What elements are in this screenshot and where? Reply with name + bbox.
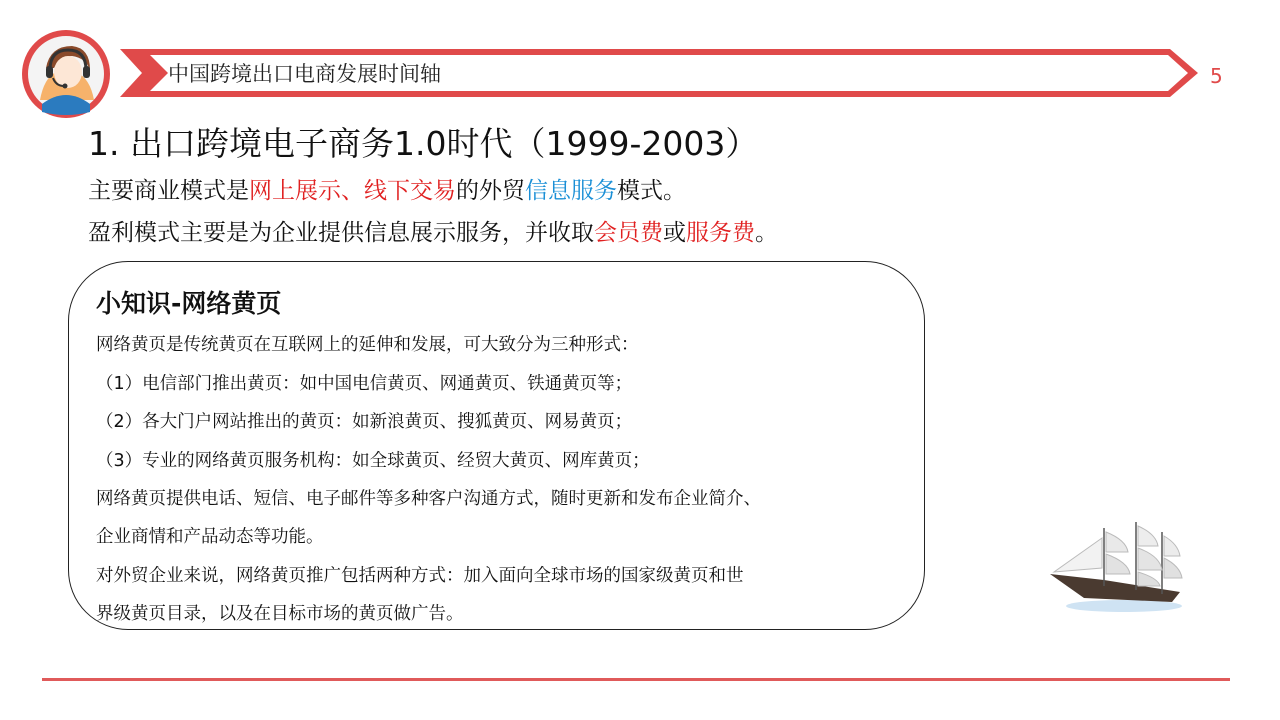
knowledge-line: （1）电信部门推出黄页：如中国电信黄页、网通黄页、铁通黄页等； [96,374,633,394]
highlight-blue: 信息服务 [525,178,617,204]
knowledge-line: 网络黄页提供电话、短信、电子邮件等多种客户沟通方式，随时更新和发布企业简介、 [96,489,761,509]
text-segment: 的外贸 [456,178,525,204]
knowledge-line: 网络黄页是传统黄页在互联网上的延伸和发展，可大致分为三种形式： [96,335,639,355]
section-heading: 1. 出口跨境电子商务1.0时代（1999-2003） [88,124,759,163]
text-segment: 盈利模式主要是为企业提供信息展示服务，并收取 [88,220,594,246]
knowledge-title: 小知识-网络黄页 [96,289,282,318]
knowledge-line: 对外贸企业来说，网络黄页推广包括两种方式：加入面向全球市场的国家级黄页和世 [96,566,744,586]
text-segment: 。 [755,220,778,246]
highlight-red: 网上展示、线下交易 [249,178,456,204]
customer-service-avatar-icon [20,28,112,120]
sailing-ship-icon [1044,518,1190,614]
business-model-line [88,172,686,205]
profit-model-line [88,214,778,247]
knowledge-line: （3）专业的网络黄页服务机构：如全球黄页、经贸大黄页、网库黄页； [96,451,650,471]
page-title: 中国跨境出口电商发展时间轴 [168,62,441,86]
text-segment: 模式。 [617,178,686,204]
knowledge-line: 企业商情和产品动态等功能。 [96,527,324,547]
header-banner [120,49,1198,97]
footer-divider [42,678,1230,681]
knowledge-line: 界级黄页目录，以及在目标市场的黄页做广告。 [96,604,464,624]
text-segment: 或 [663,220,686,246]
highlight-red: 会员费 [594,220,663,246]
knowledge-line: （2）各大门户网站推出的黄页：如新浪黄页、搜狐黄页、网易黄页； [96,412,633,432]
page-number: 5 [1210,64,1223,88]
highlight-red: 服务费 [686,220,755,246]
text-segment: 主要商业模式是 [88,178,249,204]
